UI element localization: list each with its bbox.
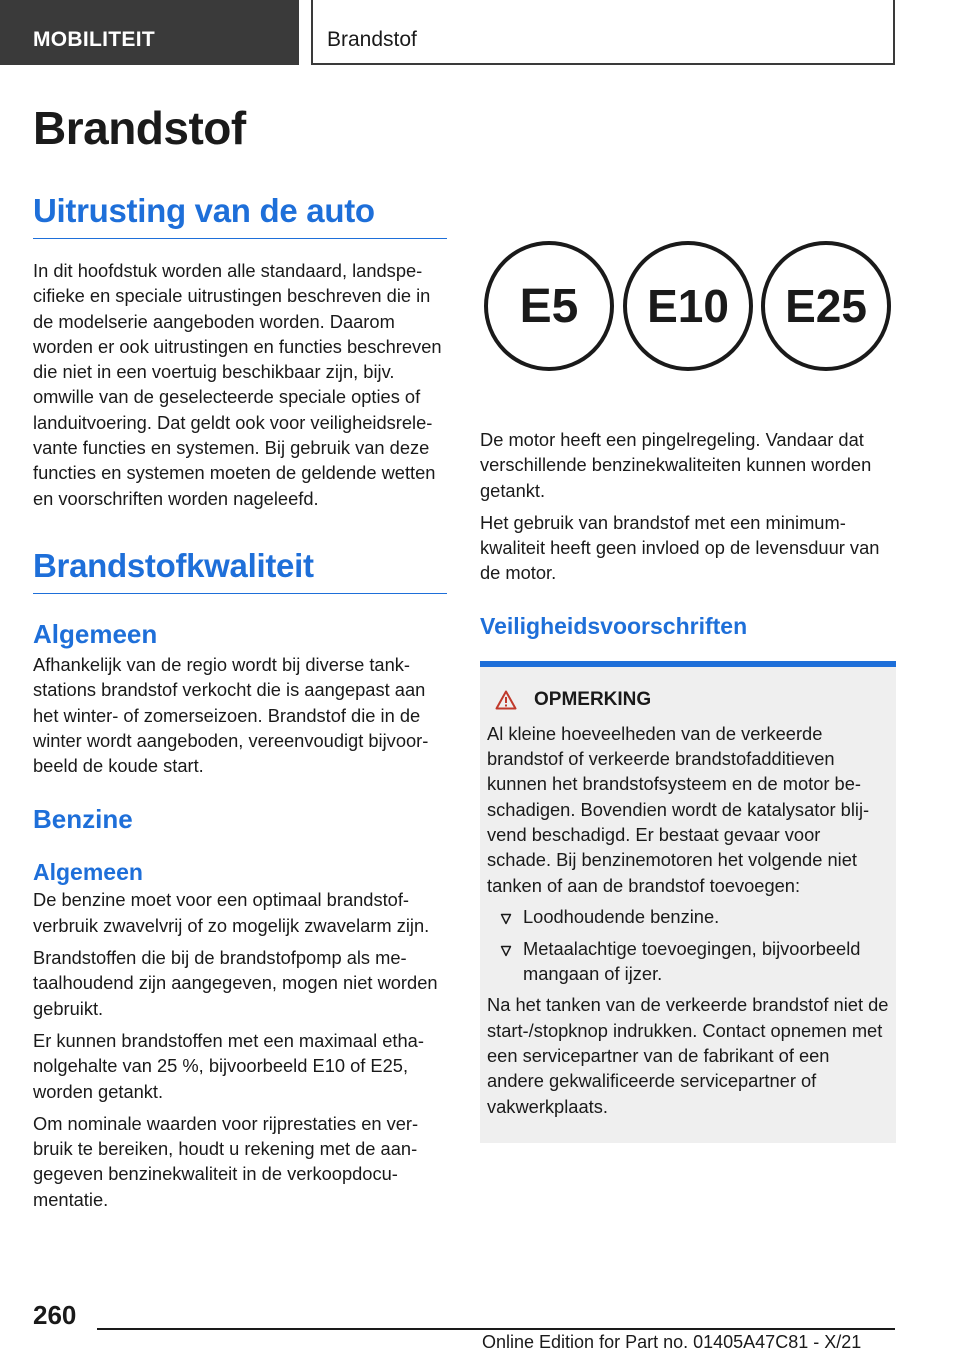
right-column (480, 240, 896, 1143)
quality-general-text: Afhankelijk van de regio wordt bij diverse tankstations brandstof verkocht die is aangepast aan het winter- of zomerseizoen. Brandstof die in de winter wordt aangeboden, vereenvoudigt bijvoorbeeld de koude start. (33, 653, 429, 777)
header-section-label: MOBILITEIT (0, 0, 299, 65)
quality-general-heading: Algemeen (33, 618, 158, 649)
fuel-signs-illustration (480, 240, 896, 395)
notice-label: OPMERKING (534, 688, 652, 710)
right-paragraph: Het gebruik van brandstof met een minimumkwaliteit heeft geen invloed op de levensduur van de motor. (480, 511, 880, 584)
footer-edition: Online Edition for Part no. 01405A47C81 - X/21 (482, 1332, 862, 1352)
equipment-text: In dit hoofdstuk worden alle standaard, landspecifieke en speciale uitrustingen beschreven die in de modelserie aangeboden worden. Daarom worden er ook uitrustingen en functies beschreven die niet in een voertuig beschikbaar zijn, bijv. omwille van de geselecteerde speciale opties of landuitvoering. Dat geldt ook voor veiligheidsrelevante functies en systemen. Bij gebruik van deze functies en systemen moeten de geldende wetten en voorschriften worden nageleefd. (33, 260, 442, 509)
petrol-heading: Benzine (33, 804, 133, 835)
petrol-paragraph: De benzine moet voor een optimaal brandstofverbruik zwavelvrij of zo mogelijk zwavelarm zijn. (33, 889, 430, 936)
fuel-sign-label: E10 (647, 280, 729, 332)
right-paragraph: De motor heeft een pingelregeling. Vandaar dat verschillende benzinekwaliteiten kunnen worden getankt. (480, 429, 872, 501)
fuel-sign-e25 (763, 243, 889, 369)
triangle-bullet-icon (487, 904, 523, 930)
footer-divider (97, 1328, 895, 1330)
page-title: Brandstof (33, 102, 246, 154)
petrol-general-heading: Algemeen (33, 859, 143, 886)
fuel-sign-e5 (486, 243, 612, 369)
petrol-paragraph: Brandstoffen die bij de brandstofpomp als metaalhoudend zijn aangegeven, mogen niet worden gebruikt. (33, 947, 438, 1019)
list-item (487, 936, 889, 987)
triangle-bullet-icon (487, 936, 523, 987)
equipment-heading: Uitrusting van de auto (33, 190, 447, 239)
notice-header (487, 687, 889, 713)
notice-after-text: Na het tanken van de verkeerde brandstof niet de start-/stopknop indrukken. Contact opnemen met een servicepartner van de fabrikant of een andere gekwalificeerde servicepartner of vakwerkplaats. (487, 994, 889, 1117)
fuel-sign-e10 (625, 243, 751, 369)
petrol-paragraph: Er kunnen brandstoffen met een maximaal ethanolgehalte van 25 %, bijvoorbeeld E10 of E25, worden getankt. (33, 1029, 424, 1102)
left-column (33, 100, 447, 1212)
warning-icon (495, 690, 517, 710)
header-chapter-label: Brandstof (311, 0, 895, 65)
list-item (487, 904, 889, 930)
quality-heading: Brandstofkwaliteit (33, 545, 447, 594)
fuel-sign-label: E5 (519, 280, 579, 333)
list-item-text: Loodhoudende benzine. (523, 905, 720, 927)
petrol-paragraph: Om nominale waarden voor rijprestaties en verbruik te bereiken, houdt u rekening met de aangegeven benzinekwaliteit in de verkoopdocumentatie. (33, 1112, 419, 1210)
safety-heading: Veiligheidsvoorschriften (480, 612, 748, 639)
page-number: 260 (33, 1300, 77, 1330)
notice-box (480, 661, 896, 1143)
fuel-sign-label: E25 (785, 280, 867, 332)
list-item-text: Metaalachtige toevoegingen, bijvoorbeeld mangaan of ijzer. (523, 937, 861, 985)
notice-text: Al kleine hoeveelheden van de verkeerde brandstof of verkeerde brandstofadditieven kunnen het brandstofsysteem en de motor beschadigen. Bovendien wordt de katalysator blijvend beschadigd. Er bestaat gevaar voor schade. Bij benzinemotoren het volgende niet tanken of aan de brandstof toevoegen: (487, 722, 870, 896)
